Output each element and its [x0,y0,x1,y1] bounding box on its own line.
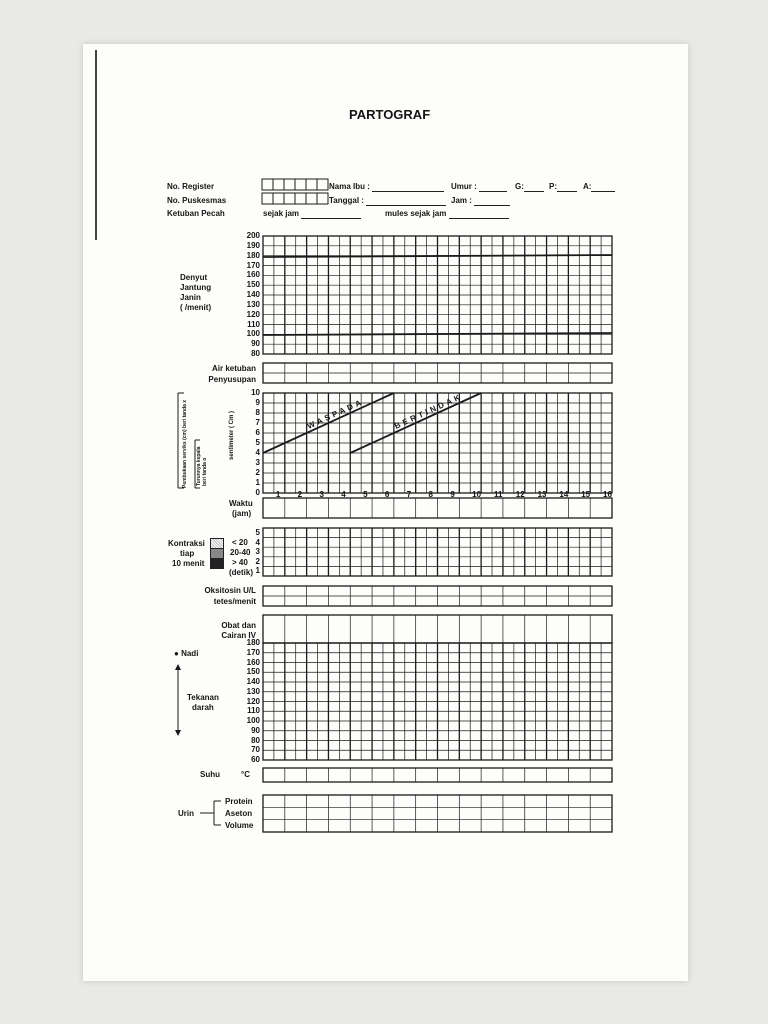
vitals-tick-label: 60 [251,755,260,764]
a-label: A: [583,182,615,192]
register-box [295,179,306,190]
sejak-jam-label: sejak jam [263,209,361,219]
hour-label: 11 [493,490,503,499]
aseton-label: Aseton [225,809,253,818]
hour-label: 10 [472,490,482,499]
g-label: G: [515,182,544,192]
vitals-tick-label: 180 [246,638,260,647]
vitals-tick-label: 120 [246,696,260,706]
jam-unit-label: (jam) [232,509,252,518]
vitals-grid [263,643,612,760]
kontraksi-label: Kontraksi [168,539,205,548]
mules-sejak-jam-label: mules sejak jam [385,209,509,219]
contraction-tick-label: 1 [255,566,260,576]
cervix-unit-label: sentimeter ( Cm ) [229,410,235,460]
vitals-tick-label: 140 [246,677,260,686]
hour-label: 1 [275,490,281,499]
fhr-tick-label: 190 [246,240,260,250]
fhr-tick-label: 160 [246,270,260,280]
protein-label: Protein [225,797,253,806]
contraction-grid [263,528,612,576]
amniotic-grid [263,363,612,383]
urin-label: Urin [178,809,194,818]
cervix-tick-label: 10 [251,388,260,397]
nama-ibu-label: Nama Ibu : [329,182,444,192]
puskesmas-box [273,193,284,204]
register-box [273,179,284,190]
fhr-tick-label: 80 [251,349,260,358]
puskesmas-box [262,193,273,204]
puskesmas-box [284,193,295,204]
tanggal-label: Tanggal : [329,196,446,206]
contraction-tick-label: 5 [255,528,260,537]
fhr-100-line [263,333,612,335]
fhr-label-2: Jantung [180,283,212,292]
fhr-180-line [263,255,612,257]
contraction-tick-label: 2 [255,556,260,566]
hour-label: 13 [537,490,547,499]
cervix-tick-label: 0 [255,488,260,497]
cervix-tick-label: 9 [255,398,260,407]
vitals-tick-label: 170 [246,647,260,657]
tiap-label: tiap [180,549,195,558]
urine-grid [263,795,612,832]
hour-label: 6 [384,490,390,499]
fhr-tick-label: 90 [251,339,260,349]
hour-label: 14 [559,490,569,499]
waktu-grid [263,498,612,518]
cervix-tick-label: 4 [255,448,260,457]
suhu-label: Suhu [200,770,220,779]
hour-label: 7 [406,490,412,499]
hour-label: 4 [341,490,346,499]
vitals-tick-label: 80 [251,735,260,745]
fhr-tick-label: 200 [246,231,260,240]
fhr-label-1: Denyut [180,273,208,282]
puskesmas-box [306,193,317,204]
cairan-iv-label: Cairan IV [221,631,256,640]
penyusupan-label: Penyusupan [208,375,256,384]
hour-label: 9 [450,490,455,499]
bp-arrow-down-icon [175,730,181,736]
volume-label: Volume [225,821,254,830]
hour-label: 5 [363,490,368,499]
vitals-tick-label: 90 [251,725,260,735]
puskesmas-box [295,193,306,204]
puskesmas-label: No. Puskesmas [167,196,227,205]
drugs-grid [263,615,612,643]
fhr-label-4: ( /menit) [180,303,212,312]
legend-detik: (detik) [229,568,253,577]
page-title: PARTOGRAF [349,107,431,122]
tekanan-label: Tekanan [187,693,219,702]
legend-less-20: < 20 [232,538,248,547]
hour-label: 15 [581,490,591,499]
register-label: No. Register [167,182,215,191]
waspada-text: WASPADA [305,397,366,431]
celsius-label: °C [241,770,250,779]
vitals-tick-label: 150 [246,667,260,677]
vitals-tick-label: 160 [246,657,260,667]
vitals-tick-label: 110 [247,706,260,716]
fhr-tick-label: 150 [246,280,260,290]
fhr-tick-label: 180 [246,250,260,260]
fhr-tick-label: 100 [246,329,260,339]
vitals-tick-label: 100 [246,716,260,725]
nadi-label: ● Nadi [174,649,199,658]
legend-black-swatch [210,558,224,569]
contraction-tick-label: 3 [255,547,260,557]
cervix-dilation-label: Pembukaan serviks (cm) beri tanda x [182,399,188,488]
hour-label: 12 [515,490,525,499]
vitals-tick-label: 70 [251,745,260,755]
bp-arrow-up-icon [175,664,181,670]
fhr-tick-label: 140 [246,290,260,299]
darah-label: darah [192,703,214,712]
tetes-menit-label: tetes/menit [213,597,256,606]
oksitosin-label: Oksitosin U/L [204,586,256,595]
fhr-label-3: Janin [180,293,201,302]
register-box [317,179,328,190]
cervix-tick-label: 5 [255,438,260,447]
fhr-tick-label: 170 [246,260,260,270]
umur-label: Umur : [451,182,507,192]
jam-label: Jam : [451,196,510,206]
head-descent-label: Turunnya kepala beri tanda o [196,446,208,486]
fhr-grid [263,236,612,354]
bertindak-text: BERTINDAK [393,391,465,431]
register-box [306,179,317,190]
cervix-tick-label: 8 [255,408,260,417]
register-box [262,179,273,190]
ketuban-pecah-label: Ketuban Pecah [167,209,225,218]
temp-grid [263,768,612,782]
legend-more-40: > 40 [232,558,248,567]
cervix-tick-label: 7 [255,418,260,427]
legend-20-40: 20-40 [230,548,251,557]
cervix-tick-label: 6 [255,428,260,437]
obat-label: Obat dan [221,621,256,630]
hour-label: 3 [319,490,324,499]
cervix-tick-label: 2 [255,468,260,477]
fhr-tick-label: 120 [246,309,260,319]
vitals-tick-label: 130 [246,686,260,696]
pulse-dot-icon: ● [174,649,179,658]
air-ketuban-label: Air ketuban [211,364,256,373]
puskesmas-box [317,193,328,204]
cervix-tick-label: 1 [255,478,260,487]
hour-label: 2 [297,490,303,499]
fhr-tick-label: 110 [247,319,260,329]
contraction-tick-label: 4 [255,537,260,547]
cervix-tick-label: 3 [255,458,260,467]
hour-label: 16 [603,490,612,499]
sepuluh-menit-label: 10 menit [172,559,205,568]
fhr-tick-label: 130 [246,299,260,309]
waktu-label: Waktu [229,499,253,508]
hour-label: 8 [428,490,433,499]
register-box [284,179,295,190]
oxytocin-grid [263,586,612,606]
p-label: P: [549,182,577,192]
